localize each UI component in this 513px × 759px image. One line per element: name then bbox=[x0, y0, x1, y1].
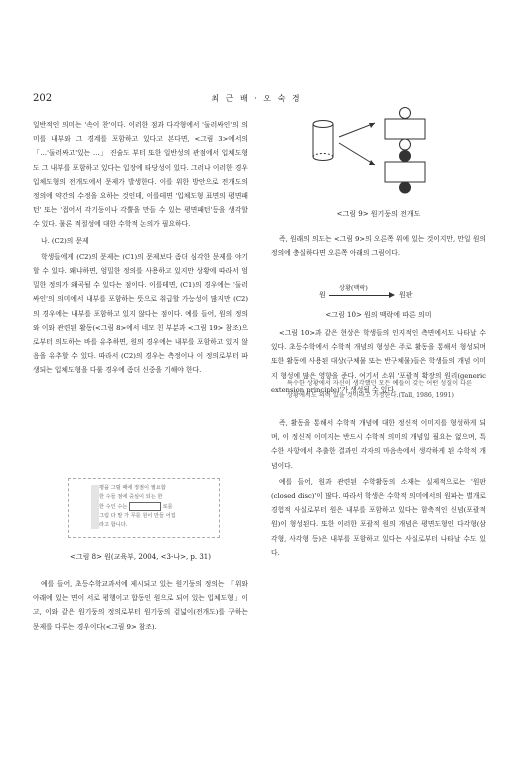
cylinder-bottom-back bbox=[313, 154, 333, 158]
quote-text: 특수한 상황에서 자신이 생각했던 모든 예들이 갖는 어떤 성질이 다른 상황에서도 의미 있을 것이라고 가정한다.(Tall, 1986, 1991) bbox=[287, 380, 473, 399]
figure-10-caption: <그림 10> 원의 맥락에 따른 의미 bbox=[325, 311, 432, 319]
paragraph: 학생들에게 (C2)의 문제는 (C1)의 문제보다 좀더 심각한 문제를 야기할 수 있다. 왜냐하면, 엄밀한 정의를 사용하고 있지만 상황에 따라서 엄밀한 정의가 왜곡될 수 있다는 점이다. 이를테면, (C1)의 경우에는 '둘러싸인'의 의미에서 내부를 포함하는 뜻으로 취급할 가능성이 많지만 (C2)의 경우에는 내부를 포함하고 있지 않다는 점이다. 예를 들어, 원의 정의와 이와 관련된 활동(<그림 8>에서 네모 친 부분과 <그림 19> 참조)으로부터 의도하는 바를 유추하면, 원의 경우에는 내부를 포함하고 있지 않음을 유추할 수 있다. 따라서 (C2)의 경우는 측정이나 이 정의로부터 파생되는 입체도형을 다룰 경우에 좀더 신중을 기해야 한다. bbox=[33, 252, 248, 375]
figure-8-textbox bbox=[99, 484, 211, 530]
figure-8-boxed-region bbox=[129, 502, 161, 511]
filled-circle-top bbox=[400, 151, 411, 162]
net-lower-rectangle bbox=[385, 162, 425, 182]
paragraph: 예를 들어, 원과 관련된 수학활동의 소재는 실제적으로는 '원판(closed disc)'이 많다. 따라서 학생은 수학적 의미에서의 원파는 별개로 경험적 사실로부터 원은 내부를 포함하고 있다는 함축적인 신념(포괄적 원)이 형성된다. 또한 이러한 포괄적 원의 개념은 평면도형인 다각형(삼각형, 사각형 등)은 내부를 포함하고 있다는 사실로부터 나타날 수도 있다. bbox=[271, 477, 486, 557]
paragraph: 즉, 원래의 의도는 <그림 9>의 오른쪽 위에 있는 것이지만, 만일 원의 정의에 충실하다면 오른쪽 아래의 그림이다. bbox=[271, 235, 486, 258]
section-heading: 나. (C2)의 문제 bbox=[41, 236, 89, 245]
paragraph: <그림 10>과 같은 현상은 학생들의 인지적인 측면에서도 나타날 수 있다. 초등수학에서 수학적 개념의 형성은 주로 활동을 통해서 형성되며 또한 활동에 사용된 대상(구체물 또는 반구체물)들은 학생들의 개념 이미지 형성에 많은 영향을 준다. 여기서 소위 '포괄적 확장의 원리(generic extension principle)'가 생성될 수 있다. bbox=[271, 329, 486, 394]
figure-8-line bbox=[99, 502, 211, 512]
figure-10-left-word: 원 bbox=[319, 291, 326, 299]
figure-8-text: 로를 bbox=[162, 504, 173, 510]
figure-10-arrow-line bbox=[329, 295, 391, 296]
figure-9-caption: <그림 9> 원기둥의 전개도 bbox=[336, 210, 421, 218]
arrow-upper bbox=[339, 123, 375, 137]
block-quote bbox=[287, 378, 477, 402]
figure-8-shadow bbox=[91, 485, 99, 529]
right-column-c bbox=[271, 416, 486, 562]
paragraph: 일반적인 의미는 '속이 찬'이다. 이러한 점과 다각형에서 '둘러싸인'의 의미를 내부와 그 경계를 포함하고 있다고 본다면, <그림 3>에서의 「…'둘러싸고'있는 …」 진술도 부터 또한 일반성의 관점에서 입체도형도 그 내부를 포함하고 있다는 입장에 타당성이 있다. 그러나 이러한 경우 입체도형의 전개도에서 문제가 발생한다. 이를 위한 방안으로 전개도의 정의에 약간의 수정을 요하는 것인데, 이를테면 '입체도형 표면의 평면패턴' 또는 '접어서 각기둥이나 각뿔을 만들 수 있는 평면패턴'등을 생각할 수 있다. 물론 적절성에 대한 수학적 논의가 필요하다. bbox=[33, 121, 248, 229]
paragraph: 즉, 활동을 통해서 수학적 개념에 대한 정신적 이미지를 형성하게 되며, 이 정신적 이미지는 반드시 수학적 의미의 개념일 필요는 없으며, 특수한 사항에서 추출한 결과인 각자의 마음속에서 생각하게 된 수학적 개념이다. bbox=[271, 419, 486, 470]
figure-8-line: 평을 그릴 때에 정점이 필요합 bbox=[99, 485, 166, 491]
figure-8-caption: <그림 8> 원(교육부, 2004, <3-나>, p. 31) bbox=[70, 553, 211, 561]
figure-10-arrow-label: 상황(맥락) bbox=[339, 285, 368, 292]
figure-10 bbox=[271, 283, 486, 305]
filled-circle-bottom bbox=[400, 182, 411, 193]
figure-8-line: 라고 합니다. bbox=[99, 522, 128, 528]
left-column-bottom bbox=[33, 577, 248, 636]
arrow-lower bbox=[339, 143, 375, 165]
figure-10-arrowhead bbox=[389, 292, 395, 298]
left-column bbox=[33, 118, 248, 380]
cylinder-top bbox=[313, 121, 333, 128]
figure-10-right-word: 원판 bbox=[399, 291, 413, 299]
net-upper-top-circle bbox=[400, 108, 411, 119]
figure-8-line: 그림 다 말 가 무를 원이 만들 어집 bbox=[99, 513, 176, 519]
page-number: 202 bbox=[33, 93, 53, 104]
figure-9-cylinder-nets bbox=[305, 107, 455, 197]
figure-8 bbox=[68, 478, 220, 538]
figure-8-line: 한 수들 점에 중심이 되는 한 bbox=[99, 494, 163, 500]
net-upper-rectangle bbox=[385, 119, 425, 139]
paragraph: 예를 들어, 초등수학교과서에 제시되고 있는 원기둥의 정의는 「위와 아래에 있는 면이 서로 평행이고 합동인 원으로 되어 있는 입체도형」이고, 이와 같은 원기둥의 정의로부터 원기둥의 겉넓이(전개도)를 구하는 문제를 다루는 경우이다(<그림 9> 참조). bbox=[33, 580, 248, 631]
running-head: 최 근 배 · 오 숙 경 bbox=[211, 94, 302, 103]
net-upper-bottom-circle bbox=[400, 139, 411, 150]
figure-8-text: 한 수인 수는 bbox=[99, 504, 128, 510]
right-column-a bbox=[271, 232, 486, 262]
cylinder-bottom bbox=[313, 157, 333, 161]
arrowhead-lower bbox=[369, 160, 375, 165]
